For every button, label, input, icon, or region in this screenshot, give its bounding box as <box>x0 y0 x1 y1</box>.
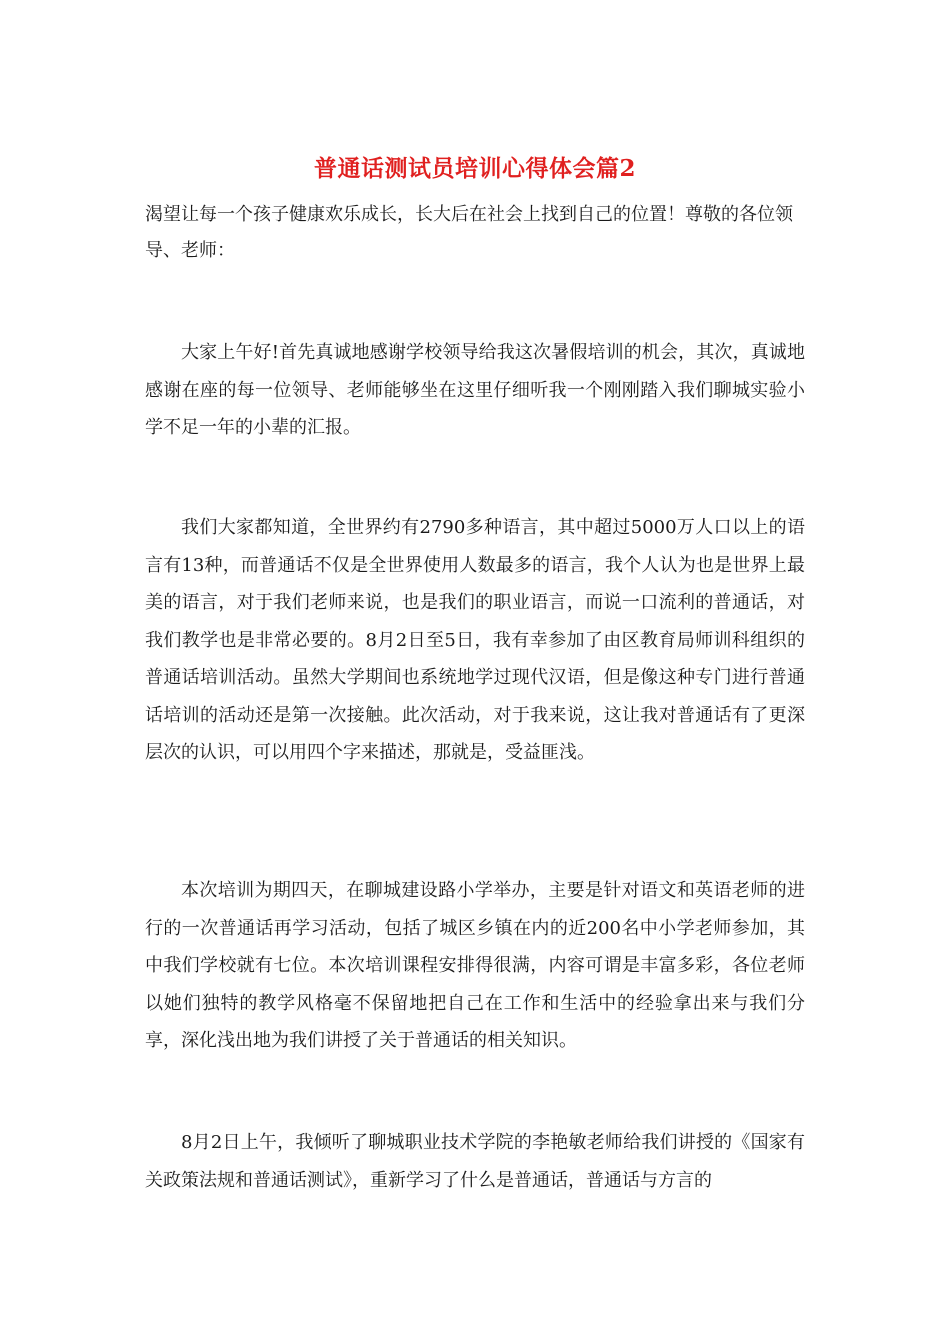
body-paragraph: 大家上午好!首先真诚地感谢学校领导给我这次暑假培训的机会，其次，真诚地感谢在座的每一位领导、老师能够坐在这里仔细听我一个刚刚踏入我们聊城实验小学不足一年的小辈的汇报。 <box>145 342 805 438</box>
intro-paragraph: 渴望让每一个孩子健康欢乐成长，长大后在社会上找到自己的位置！尊敬的各位领导、老师： <box>145 204 793 261</box>
body-paragraph: 本次培训为期四天，在聊城建设路小学举办，主要是针对语文和英语老师的进行的一次普通话再学习活动，包括了城区乡镇在内的近200名中小学老师参加，其中我们学校就有七位。本次培训课程安排得很满，内容可谓是丰富多彩，各位老师以她们独特的教学风格毫不保留地把自己在工作和生活中的经验拿出来与我们分享，深化浅出地为我们讲授了关于普通话的相关知识。 <box>145 880 805 1051</box>
body-paragraph: 我们大家都知道，全世界约有2790多种语言，其中超过5000万人口以上的语言有13种，而普通话不仅是全世界使用人数最多的语言，我个人认为也是世界上最美的语言，对于我们老师来说，也是我们的职业语言，而说一口流利的普通话，对我们教学也是非常必要的。8月2日至5日，我有幸参加了由区教育局师训科组织的普通话培训活动。虽然大学期间也系统地学过现代汉语，但是像这种专门进行普通话培训的活动还是第一次接触。此次活动，对于我来说，这让我对普通话有了更深层次的认识，可以用四个字来描述，那就是，受益匪浅。 <box>145 517 805 763</box>
body-paragraph: 8月2日上午，我倾听了聊城职业技术学院的李艳敏老师给我们讲授的《国家有关政策法规和普通话测试》，重新学习了什么是普通话，普通话与方言的 <box>145 1132 805 1191</box>
document-title: 普通话测试员培训心得体会篇2 <box>313 155 636 182</box>
